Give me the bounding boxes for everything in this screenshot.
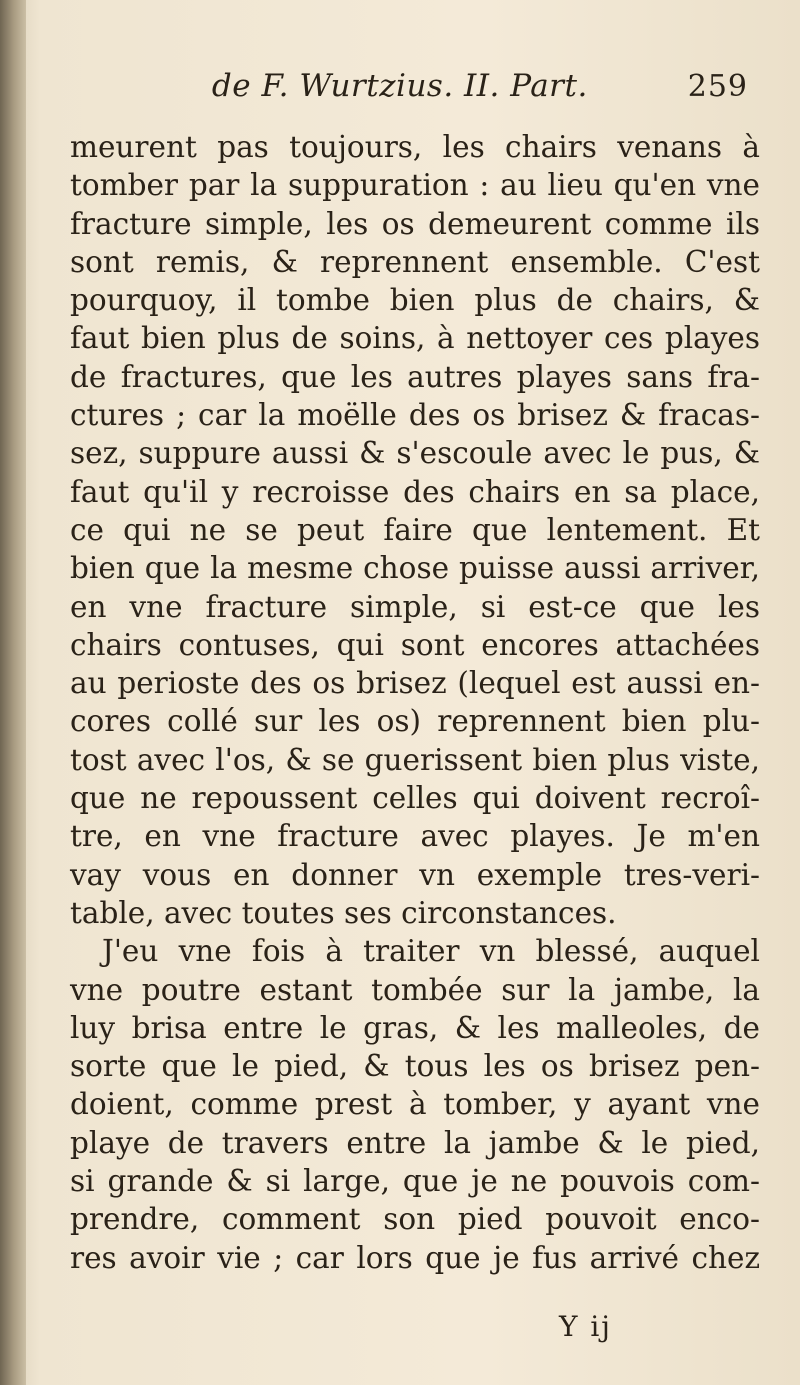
- text-line: sont remis, & reprennent ensemble. C'est: [70, 244, 760, 279]
- text-line: J'eu vne fois à traiter vn blessé, auquel: [102, 934, 760, 969]
- text-line: ctures ; car la moëlle des os brisez & fracas-: [70, 398, 760, 433]
- text-line: luy brisa entre le gras, & les malleoles, de: [70, 1010, 760, 1045]
- text-line: vne poutre estant tombée sur la jambe, la: [70, 972, 760, 1007]
- text-line: doient, comme prest à tomber, y ayant vne: [70, 1087, 760, 1122]
- text-line: si grande & si large, que je ne pouvois com-: [70, 1164, 760, 1199]
- text-line: res avoir vie ; car lors que je fus arrivé chez: [70, 1240, 760, 1275]
- book-spine-shadow: [0, 0, 26, 1385]
- text-line: tost avec l'os, & se guerissent bien plus viste,: [70, 742, 760, 777]
- text-line: faut qu'il y recroisse des chairs en sa place,: [70, 474, 760, 509]
- text-line: bien que la mesme chose puisse aussi arriver,: [70, 551, 760, 586]
- text-line: cores collé sur les os) reprennent bien plu-: [70, 704, 760, 739]
- text-line: pourquoy, il tombe bien plus de chairs, &: [70, 283, 760, 318]
- text-line: chairs contuses, qui sont encores attachées: [70, 627, 760, 662]
- page-header: [72, 68, 748, 118]
- text-line: de fractures, que les autres playes sans fra-: [70, 359, 760, 394]
- text-line: tre, en vne fracture avec playes. Je m'en: [70, 819, 760, 854]
- signature-mark: Y ij: [558, 1310, 612, 1343]
- text-line: sorte que le pied, & tous les os brisez pen-: [70, 1049, 760, 1084]
- text-line: fracture simple, les os demeurent comme ils: [70, 206, 760, 241]
- page-number: 259: [687, 69, 748, 104]
- body-text: [70, 128, 760, 1277]
- text-line: au perioste des os brisez (lequel est aussi en-: [70, 666, 760, 701]
- text-line: ce qui ne se peut faire que lentement. Et: [70, 512, 760, 547]
- text-line: faut bien plus de soins, à nettoyer ces playes: [70, 321, 760, 356]
- text-line: prendre, comment son pied pouvoit enco-: [70, 1202, 760, 1237]
- text-line: vay vous en donner vn exemple tres-veri-: [70, 857, 760, 892]
- text-line: en vne fracture simple, si est-ce que les: [70, 589, 760, 624]
- text-line: sez, suppure aussi & s'escoule avec le pus, &: [70, 436, 760, 471]
- text-line: que ne repoussent celles qui doivent recroî-: [70, 781, 760, 816]
- text-line: table, avec toutes ses circonstances.: [70, 895, 617, 930]
- text-line: meurent pas toujours, les chairs venans à: [70, 130, 760, 164]
- text-line: tomber par la suppuration : au lieu qu'en vne: [70, 168, 760, 203]
- running-head: de F. Wurtzius. II. Part.: [211, 68, 588, 104]
- text-line: playe de travers entre la jambe & le pied,: [70, 1125, 760, 1160]
